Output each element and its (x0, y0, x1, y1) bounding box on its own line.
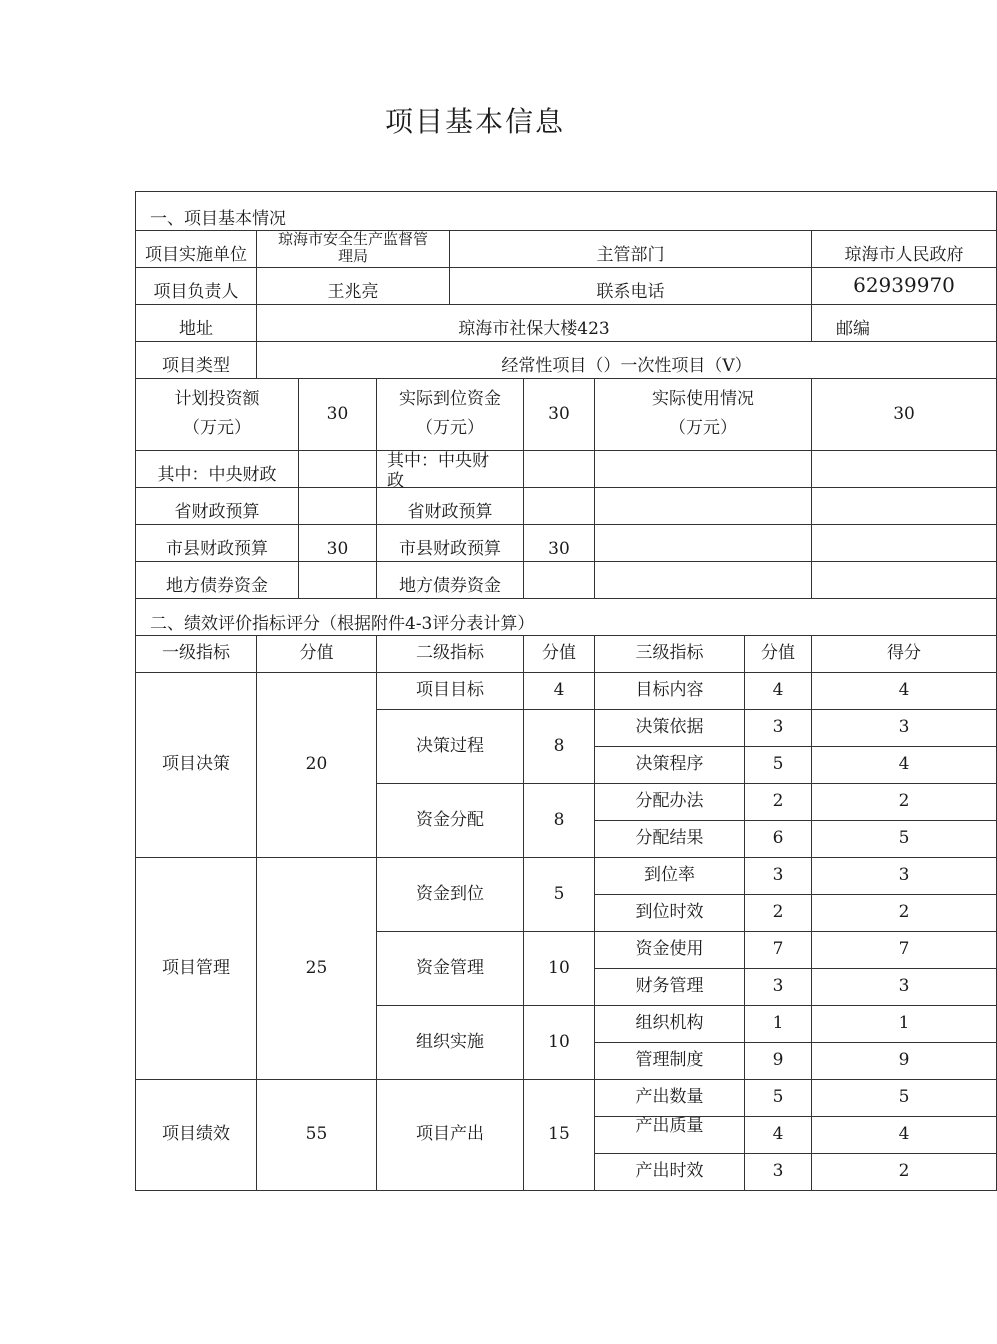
level2-name: 决策过程 (377, 710, 524, 784)
central-finance-label-a: 其中：中央财政 (136, 451, 299, 488)
level3-score: 5 (745, 747, 812, 784)
actual-usage-label (595, 379, 812, 451)
level2-score: 8 (524, 784, 595, 858)
level3-name: 决策程序 (595, 747, 745, 784)
level3-name: 分配办法 (595, 784, 745, 821)
usage-label-line2: （万元） (669, 418, 737, 438)
level3-got: 7 (812, 932, 997, 969)
level3-name: 到位时效 (595, 895, 745, 932)
received-label-line1: 实际到位资金 (399, 389, 501, 410)
level2-score: 10 (524, 932, 595, 1006)
central-finance-value-b (524, 451, 595, 488)
planned-label-line1: 计划投资额 (174, 389, 260, 410)
level2-score: 10 (524, 1006, 595, 1080)
leader-label: 项目负责人 (136, 268, 257, 305)
level3-name: 产出质量 (595, 1117, 745, 1154)
header-level3: 三级指标 (595, 636, 745, 673)
level3-name: 分配结果 (595, 821, 745, 858)
level1-name: 项目决策 (136, 673, 257, 858)
supervisor-label: 主管部门 (450, 231, 812, 268)
level3-name: 到位率 (595, 858, 745, 895)
received-funds-label (377, 379, 524, 451)
city-budget-value-b: 30 (524, 525, 595, 562)
level2-score: 15 (524, 1080, 595, 1191)
level3-got: 5 (812, 821, 997, 858)
level3-score: 2 (745, 895, 812, 932)
level3-score: 3 (745, 710, 812, 747)
level1-name: 项目绩效 (136, 1080, 257, 1191)
level3-name: 财务管理 (595, 969, 745, 1006)
level3-name: 产出时效 (595, 1154, 745, 1191)
planned-investment-value: 30 (299, 379, 377, 451)
level3-got: 4 (812, 673, 997, 710)
city-usage-label (595, 525, 812, 562)
leader-value: 王兆亮 (257, 268, 450, 305)
level2-name: 组织实施 (377, 1006, 524, 1080)
address-label: 地址 (136, 305, 257, 342)
level3-got: 2 (812, 895, 997, 932)
level3-got: 3 (812, 710, 997, 747)
central-finance-label-b (377, 451, 524, 491)
level3-got: 1 (812, 1006, 997, 1043)
city-budget-value-a: 30 (299, 525, 377, 562)
level3-score: 5 (745, 1080, 812, 1117)
level3-got: 9 (812, 1043, 997, 1080)
level3-got: 3 (812, 858, 997, 895)
project-info-table (135, 191, 997, 1191)
level3-score: 4 (745, 673, 812, 710)
level2-name: 资金到位 (377, 858, 524, 932)
postcode-label: 邮编 (812, 305, 997, 342)
table-row (136, 673, 997, 710)
level2-score: 8 (524, 710, 595, 784)
level3-name: 资金使用 (595, 932, 745, 969)
bond-usage-label (595, 562, 812, 599)
header-level1: 一级指标 (136, 636, 257, 673)
level3-score: 4 (745, 1117, 812, 1154)
province-budget-label-b: 省财政预算 (377, 488, 524, 525)
phone-value (812, 268, 997, 305)
phone-label: 联系电话 (450, 268, 812, 305)
phone-number: 62939970 (853, 273, 955, 298)
supervisor-value: 琼海市人民政府 (812, 231, 997, 268)
level3-got: 4 (812, 1117, 997, 1154)
local-bond-value-b (524, 562, 595, 599)
level3-got: 3 (812, 969, 997, 1006)
bond-usage-value (812, 562, 997, 599)
project-type-label: 项目类型 (136, 342, 257, 379)
province-usage-label (595, 488, 812, 525)
central-label-b-text: 其中：中央财政 (387, 451, 489, 491)
level3-name: 组织机构 (595, 1006, 745, 1043)
header-level2: 二级指标 (377, 636, 524, 673)
level3-got: 2 (812, 1154, 997, 1191)
level3-score: 3 (745, 969, 812, 1006)
level1-score: 55 (257, 1080, 377, 1191)
level1-score: 25 (257, 858, 377, 1080)
level1-score: 20 (257, 673, 377, 858)
city-budget-label-a: 市县财政预算 (136, 525, 299, 562)
province-budget-value-a (299, 488, 377, 525)
level1-name: 项目管理 (136, 858, 257, 1080)
header-score-2: 分值 (524, 636, 595, 673)
page-title: 项目基本信息 (384, 105, 565, 138)
level3-name: 目标内容 (595, 673, 745, 710)
level3-score: 1 (745, 1006, 812, 1043)
central-usage-label (595, 451, 812, 488)
local-bond-label-a: 地方债券资金 (136, 562, 299, 599)
level3-got: 4 (812, 747, 997, 784)
local-bond-label-b: 地方债券资金 (377, 562, 524, 599)
province-budget-label-a: 省财政预算 (136, 488, 299, 525)
level3-score: 2 (745, 784, 812, 821)
level3-score: 3 (745, 1154, 812, 1191)
city-usage-value (812, 525, 997, 562)
province-usage-value (812, 488, 997, 525)
level2-name: 资金管理 (377, 932, 524, 1006)
local-bond-value-a (299, 562, 377, 599)
planned-investment-label (136, 379, 299, 451)
section2-heading: 二、绩效评价指标评分（根据附件4-3评分表计算） (136, 599, 997, 636)
level3-score: 9 (745, 1043, 812, 1080)
received-funds-value: 30 (524, 379, 595, 451)
level3-got: 5 (812, 1080, 997, 1117)
level3-score: 6 (745, 821, 812, 858)
level3-score: 3 (745, 858, 812, 895)
header-score-1: 分值 (257, 636, 377, 673)
project-type-value: 经常性项目（）一次性项目（V） (257, 342, 997, 379)
level3-name: 决策依据 (595, 710, 745, 747)
impl-unit-label: 项目实施单位 (136, 231, 257, 268)
usage-label-line1: 实际使用情况 (652, 389, 754, 410)
level2-score: 4 (524, 673, 595, 710)
section1-heading: 一、项目基本情况 (136, 192, 997, 231)
level3-score: 7 (745, 932, 812, 969)
level2-name: 项目产出 (377, 1080, 524, 1191)
level3-got: 2 (812, 784, 997, 821)
level3-name: 产出数量 (595, 1080, 745, 1117)
level2-name: 资金分配 (377, 784, 524, 858)
impl-unit-value: 琼海市安全生产监督管理局 (257, 231, 450, 268)
header-got: 得分 (812, 636, 997, 673)
level3-name: 管理制度 (595, 1043, 745, 1080)
table-row (136, 858, 997, 895)
table-row (136, 1080, 997, 1117)
central-usage-value (812, 451, 997, 488)
planned-label-line2: （万元） (183, 418, 251, 438)
city-budget-label-b: 市县财政预算 (377, 525, 524, 562)
actual-usage-value: 30 (812, 379, 997, 451)
address-value: 琼海市社保大楼423 (257, 305, 812, 342)
level2-name: 项目目标 (377, 673, 524, 710)
central-finance-value-a (299, 451, 377, 488)
received-label-line2: （万元） (416, 418, 484, 438)
level2-score: 5 (524, 858, 595, 932)
header-score-3: 分值 (745, 636, 812, 673)
province-budget-value-b (524, 488, 595, 525)
